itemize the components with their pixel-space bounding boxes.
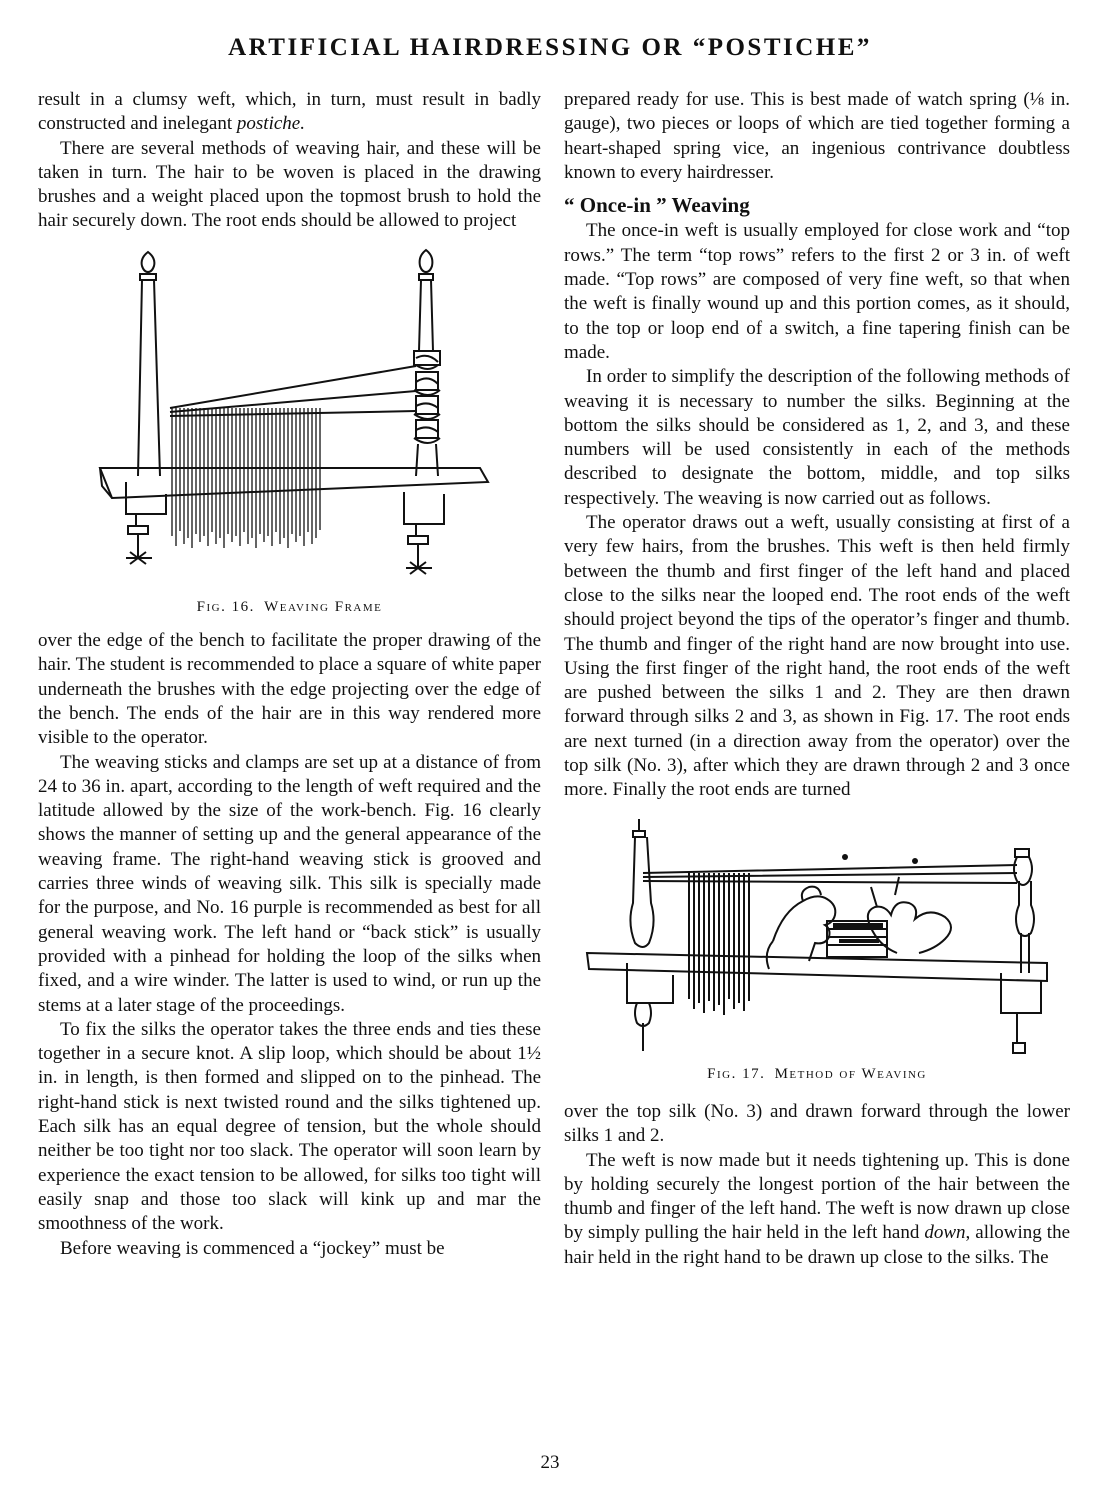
- paragraph: The operator draws out a weft, usually consisting at first of a very few hairs, from the brushes. This weft is then held firmly between the thumb and first finger of the left hand and placed close to the silks near the looped end. The root ends of the weft should project beyond the tips of the operator’s finger and thumb. The thumb and finger of the right hand are now brought into use. Using the first finger of the right hand, the root ends of the weft are pushed between the silks 1 and 2. They are then drawn forward through silks 2 and 3, as shown in Fig. 17. The root ends are next turned (in a direction away from the operator) over the top silk (No. 3), after which they are drawn through 2 and 3 once more. Finally the root ends are turned: [564, 512, 1070, 801]
- paragraph-text: , allowing the hair held in the right hand to be drawn up close to the silks. The: [564, 1222, 1070, 1268]
- paragraph: Before weaving is commenced a “jockey” must be: [60, 1237, 445, 1259]
- page-number: 23: [540, 1452, 560, 1473]
- left-column: [38, 88, 541, 1261]
- paragraph-text: result in a clumsy weft, which, in turn, must result in badly constructed and inelegant: [38, 89, 541, 135]
- figure-17-caption: [564, 1062, 1070, 1086]
- figure-16-caption: [38, 595, 541, 619]
- right-column: [564, 88, 1070, 1270]
- page-title: ARTIFICIAL HAIRDRESSING OR “POSTICHE”: [228, 34, 872, 61]
- figure-title: Method of Weaving: [774, 1065, 927, 1082]
- figure-title: Weaving Frame: [264, 598, 383, 615]
- paragraph: The weaving sticks and clamps are set up at a distance of from 24 to 36 in. apart, according to the length of weft required and the latitude allowed by the size of the work-bench. Fig. 16 clearly shows the manner of setting up and the general appearance of the weaving frame. The right-hand weaving stick is grooved and carries three winds of weaving silk. This silk is specially made for the purpose, and No. 16 purple is recommended as best for all general weaving work. The left hand or “back stick” is usually provided with a pinhead for holding the loop of the silks when fixed, and a wire winder. The latter is used to wind, or run up the stems at a later stage of the proceedings.: [38, 751, 541, 1016]
- italic-term: down: [924, 1222, 966, 1244]
- paragraph: over the top silk (No. 3) and drawn forward through the lower silks 1 and 2.: [564, 1100, 1070, 1147]
- paragraph: over the edge of the bench to facilitate the proper drawing of the hair. The student is recommended to place a square of white paper underneath the brushes with the edge projecting over the edge of the bench. The ends of the hair are in this way rendered more visible to the operator.: [38, 630, 541, 749]
- weaving-frame-illustration: [90, 246, 490, 591]
- figure-17: [564, 813, 1070, 1086]
- paragraph-text: The weft is now made but it needs tightening up. This is done by holding securely the longest portion of the hair between the thumb and finger of the left hand. The weft is now drawn up close by simply pulling the hair held in the left hand: [564, 1149, 1070, 1244]
- figure-16: [38, 246, 541, 619]
- paragraph: [38, 88, 541, 137]
- section-heading: “ Once-in ” Weaving: [564, 193, 750, 218]
- figure-number: Fig. 17.: [707, 1065, 766, 1082]
- figure-number: Fig. 16.: [196, 598, 255, 615]
- paragraph: The once-in weft is usually employed for close work and “top rows.” The term “top rows” refers to the first 2 or 3 in. of weft made. “Top rows” are composed of very fine weft, so that when the weft is finally wound up and this portion comes, as it should, to the top or loop end of a switch, a fine tapering finish can be made.: [564, 220, 1070, 363]
- italic-term: postiche.: [236, 113, 305, 135]
- paragraph: prepared ready for use. This is best made of watch spring (⅛ in. gauge), two pieces or loops of which are tied together forming a heart-shaped spring vice, an ingenious contrivance doubtless known to every hairdresser.: [564, 89, 1070, 183]
- paragraph: [564, 1149, 1070, 1270]
- paragraph: To fix the silks the operator takes the three ends and ties these together in a secure knot. A slip loop, which should be about 1½ in. in length, is then formed and slipped on to the pinhead. The right-hand stick is next twisted round and the silks tightened up. Each silk has an equal degree of tension, but the whole should neither be too tight nor too slack. The operator will soon learn by experience the exact tension to be allowed, for silks too tight will easily snap and those too slack will kink up and mar the smoothness of the work.: [38, 1018, 541, 1235]
- paragraph: In order to simplify the description of the following methods of weaving it is necessary to number the silks. Beginning at the bottom the silks should be considered as 1, 2, and 3, and these numbers will be used consistently in each of the methods described to designate the bottom, middle, and top silks respectively. The weaving is now carried out as follows.: [564, 366, 1070, 509]
- paragraph: There are several methods of weaving hair, and these will be taken in turn. The hair to be woven is placed in the drawing brushes and a weight placed upon the topmost brush to hold the hair securely down. The root ends should be allowed to project: [38, 137, 541, 232]
- method-of-weaving-illustration: [577, 813, 1057, 1058]
